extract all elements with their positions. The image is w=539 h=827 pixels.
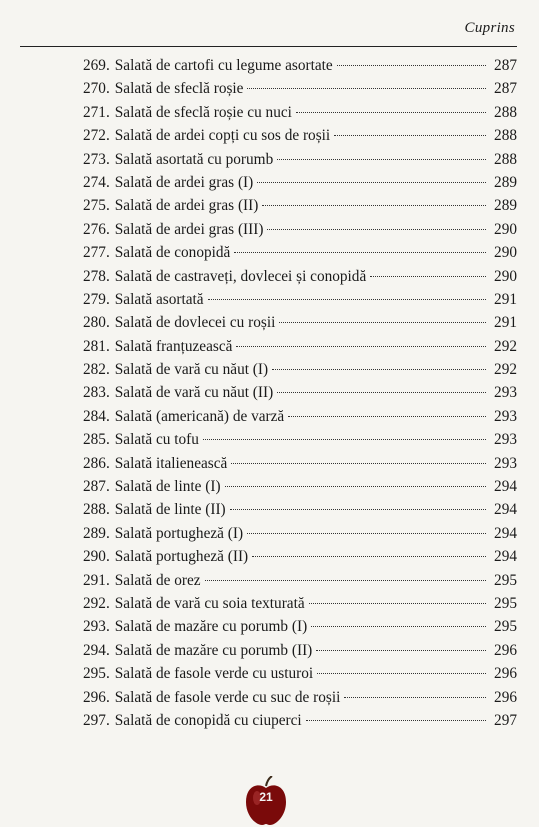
toc-dot-leader <box>334 135 486 136</box>
toc-entry <box>83 197 517 220</box>
toc-dot-leader <box>306 720 486 721</box>
toc-entry-number: 272. <box>83 127 110 145</box>
toc-entry-number: 277. <box>83 244 110 262</box>
toc-entry-number: 294. <box>83 641 110 659</box>
toc-entry <box>83 455 517 478</box>
toc-entry-title: Salată de ardei copți cu sos de roșii <box>114 127 331 145</box>
toc-dot-leader <box>296 112 486 113</box>
toc-entry-page: 296 <box>494 688 517 706</box>
toc-entry <box>83 80 517 103</box>
toc-entry-title: Salată de vară cu năut (II) <box>114 384 274 402</box>
toc-entry-title: Salată de ardei gras (II) <box>114 197 259 215</box>
toc-entry-title: Salată portugheză (II) <box>114 548 249 566</box>
toc-entry <box>83 268 517 291</box>
toc-entry <box>83 665 517 688</box>
toc-entry-page: 295 <box>494 571 517 589</box>
toc-dot-leader <box>234 252 486 253</box>
toc-entry <box>83 501 517 524</box>
toc-dot-leader <box>231 463 486 464</box>
toc-entry-page: 297 <box>494 711 517 729</box>
toc-entry-number: 274. <box>83 173 110 191</box>
toc-dot-leader <box>277 159 486 160</box>
toc-entry-title: Salată de castraveți, dovlecei și conopidă <box>114 267 367 285</box>
toc-entry-page: 291 <box>494 290 517 308</box>
toc-dot-leader <box>288 416 486 417</box>
toc-entry-title: Salată de vară cu soia texturată <box>114 594 305 612</box>
toc-entry <box>83 384 517 407</box>
toc-entry-title: Salată de sfeclă roșie <box>114 80 244 98</box>
toc-entry-page: 295 <box>494 618 517 636</box>
toc-dot-leader <box>236 346 486 347</box>
toc-entry <box>83 618 517 641</box>
toc-entry-number: 290. <box>83 548 110 566</box>
toc-entry <box>83 151 517 174</box>
toc-entry <box>83 689 517 712</box>
toc-dot-leader <box>230 509 486 510</box>
toc-dot-leader <box>267 229 486 230</box>
toc-entry-number: 280. <box>83 314 110 332</box>
toc-entry <box>83 408 517 431</box>
toc-entry-number: 281. <box>83 337 110 355</box>
toc-entry-page: 293 <box>494 431 517 449</box>
toc-entry-page: 290 <box>494 244 517 262</box>
toc-entry-number: 288. <box>83 501 110 519</box>
toc-entry-title: Salată de cartofi cu legume asortate <box>114 57 333 74</box>
toc-entry-title: Salată de mazăre cu porumb (I) <box>114 618 308 636</box>
toc-entry-number: 279. <box>83 290 110 308</box>
toc-entry <box>83 642 517 665</box>
toc-entry-number: 283. <box>83 384 110 402</box>
toc-entry-page: 290 <box>494 267 517 285</box>
toc-entry-number: 278. <box>83 267 110 285</box>
toc-entry-title: Salată de ardei gras (III) <box>114 220 264 238</box>
toc-entry <box>83 221 517 244</box>
toc-dot-leader <box>208 299 486 300</box>
toc-dot-leader <box>337 65 486 66</box>
toc-entry-title: Salată de orez <box>114 571 201 589</box>
toc-entry-title: Salată de dovlecei cu roșii <box>114 314 276 332</box>
toc-entry <box>83 431 517 454</box>
toc-entry-title: Salată portugheză (I) <box>114 524 244 542</box>
toc-entry-title: Salată de conopidă <box>114 244 231 262</box>
toc-entry <box>83 572 517 595</box>
toc-entry <box>83 291 517 314</box>
toc-entry-page: 292 <box>494 361 517 379</box>
toc-entry-number: 282. <box>83 361 110 379</box>
toc-entry-title: Salată asortată <box>114 290 204 308</box>
toc-dot-leader <box>205 580 486 581</box>
toc-entry <box>83 104 517 127</box>
toc-entry-title: Salată de conopidă cu ciuperci <box>114 711 302 729</box>
toc-entry <box>83 314 517 337</box>
toc-entry-number: 269. <box>83 57 110 74</box>
toc-entry-number: 271. <box>83 103 110 121</box>
toc-dot-leader <box>277 392 486 393</box>
toc-entry-page: 294 <box>494 501 517 519</box>
toc-entry-number: 270. <box>83 80 110 98</box>
toc-entry-number: 289. <box>83 524 110 542</box>
toc-entry-number: 287. <box>83 478 110 496</box>
toc-entry-number: 273. <box>83 150 110 168</box>
toc-entry-title: Salată de vară cu năut (I) <box>114 361 269 379</box>
toc-entry <box>83 244 517 267</box>
toc-entry-page: 292 <box>494 337 517 355</box>
toc-entry-number: 297. <box>83 711 110 729</box>
toc-entry-number: 285. <box>83 431 110 449</box>
toc-entry <box>83 361 517 384</box>
page-number: 21 <box>259 790 273 804</box>
toc-entry-page: 287 <box>494 57 517 74</box>
toc-entry-title: Salată asortată cu porumb <box>114 150 274 168</box>
toc-entry-title: Salată de sfeclă roșie cu nuci <box>114 103 292 121</box>
toc-entry-page: 294 <box>494 548 517 566</box>
toc-entry <box>83 712 517 735</box>
toc-entry-number: 275. <box>83 197 110 215</box>
toc-entry-page: 293 <box>494 454 517 472</box>
toc-entry-page: 296 <box>494 641 517 659</box>
toc-dot-leader <box>279 322 486 323</box>
toc-entry-page: 293 <box>494 407 517 425</box>
toc-entry-page: 289 <box>494 197 517 215</box>
toc-entry-page: 290 <box>494 220 517 238</box>
toc-entry <box>83 548 517 571</box>
toc-entry <box>83 174 517 197</box>
toc-entry <box>83 338 517 361</box>
toc-entry-page: 288 <box>494 127 517 145</box>
toc-entry-number: 295. <box>83 665 110 683</box>
toc-entry-title: Salată italienească <box>114 454 228 472</box>
toc-entry-page: 296 <box>494 665 517 683</box>
toc-entry-page: 295 <box>494 594 517 612</box>
toc-dot-leader <box>344 697 486 698</box>
toc-dot-leader <box>317 673 486 674</box>
toc-entry-title: Salată de ardei gras (I) <box>114 173 254 191</box>
header-rule <box>20 46 517 47</box>
toc-entry-page: 293 <box>494 384 517 402</box>
toc-entry-page: 294 <box>494 478 517 496</box>
toc-entry-number: 293. <box>83 618 110 636</box>
toc-dot-leader <box>252 556 486 557</box>
toc-dot-leader <box>247 88 486 89</box>
toc-entry-title: Salată de fasole verde cu suc de roșii <box>114 688 341 706</box>
toc-dot-leader <box>316 650 486 651</box>
toc-entry <box>83 478 517 501</box>
toc-entry-number: 276. <box>83 220 110 238</box>
toc-entry-page: 288 <box>494 150 517 168</box>
toc-dot-leader <box>311 626 486 627</box>
toc-dot-leader <box>247 533 486 534</box>
toc-entry-title: Salată cu tofu <box>114 431 199 449</box>
toc-dot-leader <box>257 182 486 183</box>
toc-entry-page: 294 <box>494 524 517 542</box>
table-of-contents <box>83 57 517 735</box>
toc-entry-page: 287 <box>494 80 517 98</box>
toc-dot-leader <box>309 603 486 604</box>
toc-dot-leader <box>370 276 486 277</box>
toc-entry-number: 286. <box>83 454 110 472</box>
toc-entry-page: 288 <box>494 103 517 121</box>
toc-entry <box>83 57 517 80</box>
toc-entry-page: 289 <box>494 173 517 191</box>
toc-entry-page: 291 <box>494 314 517 332</box>
toc-entry <box>83 127 517 150</box>
toc-entry-title: Salată de mazăre cu porumb (II) <box>114 641 313 659</box>
toc-entry-number: 292. <box>83 594 110 612</box>
toc-entry-number: 296. <box>83 688 110 706</box>
running-header: Cuprins <box>464 20 515 36</box>
toc-entry-title: Salată franțuzească <box>114 337 233 355</box>
toc-entry-number: 284. <box>83 407 110 425</box>
toc-entry-title: Salată de linte (I) <box>114 478 221 496</box>
toc-dot-leader <box>272 369 486 370</box>
toc-dot-leader <box>225 486 486 487</box>
toc-entry-title: Salată de fasole verde cu usturoi <box>114 665 314 683</box>
toc-dot-leader <box>203 439 486 440</box>
toc-entry-title: Salată (americană) de varză <box>114 407 285 425</box>
toc-dot-leader <box>262 205 486 206</box>
toc-entry <box>83 525 517 548</box>
toc-entry-title: Salată de linte (II) <box>114 501 226 519</box>
toc-entry-number: 291. <box>83 571 110 589</box>
toc-entry <box>83 595 517 618</box>
